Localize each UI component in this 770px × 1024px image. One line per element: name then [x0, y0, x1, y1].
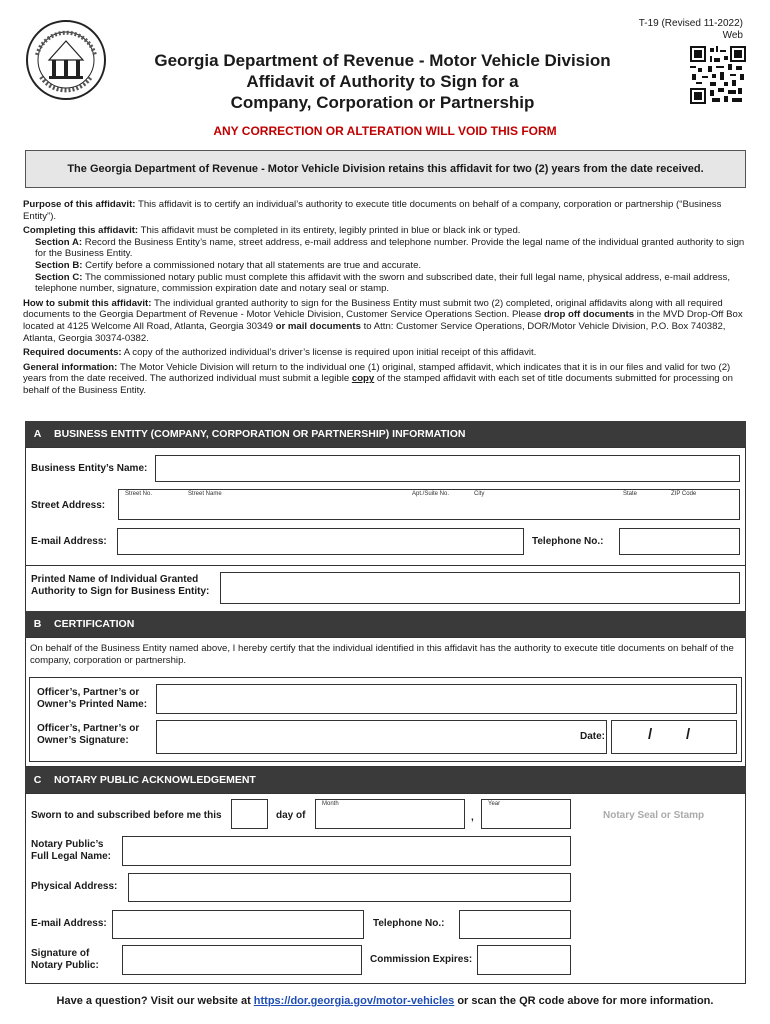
how-to-submit-paragraph — [23, 298, 745, 344]
general-info-paragraph — [23, 362, 745, 397]
void-warning: ANY CORRECTION OR ALTERATION WILL VOID THIS FORM — [213, 124, 557, 138]
instructions — [23, 199, 745, 400]
officer-signature-label-2: Owner’s Signature: — [37, 735, 129, 746]
entity-name-field[interactable] — [155, 455, 740, 482]
date-field[interactable] — [611, 720, 737, 754]
street-no-caption: Street No. — [125, 491, 153, 497]
notary-address-label: Physical Address: — [31, 881, 118, 892]
section-b-instruction — [23, 260, 745, 272]
officer-printed-name-field[interactable] — [156, 684, 737, 714]
officer-printed-label — [37, 687, 147, 711]
notary-name-label — [31, 839, 111, 863]
notary-name-field[interactable] — [122, 836, 571, 866]
title-line-3: Company, Corporation or Partnership — [230, 93, 535, 112]
section-letter: B — [33, 618, 42, 630]
form-title — [100, 50, 665, 113]
form-version: Web — [722, 30, 743, 41]
notary-email-label: E-mail Address: — [31, 918, 107, 929]
notary-signature-field[interactable] — [122, 945, 362, 975]
notary-signature-label-1: Signature of — [31, 948, 90, 959]
officer-signature-label-1: Officer’s, Partner’s or — [37, 723, 140, 734]
section-a-instruction — [23, 237, 745, 260]
notary-phone-label: Telephone No.: — [373, 918, 445, 929]
section-c-instruction — [23, 272, 745, 295]
city-caption: City — [474, 491, 485, 497]
notary-seal-area: Notary Seal or Stamp — [603, 810, 705, 821]
retention-notice: The Georgia Department of Revenue - Motor Vehicle Division retains this affidavit for two (2) years from the date received. — [25, 150, 746, 188]
authorized-name-label-1: Printed Name of Individual Granted — [31, 574, 199, 585]
commission-expires-field[interactable] — [477, 945, 571, 975]
qr-code-icon — [690, 46, 746, 104]
purpose-paragraph — [23, 199, 745, 222]
general-text-2: of the stamped affidavit with each set of title documents submitted for processing on behalf of the Business Entity. — [23, 373, 733, 396]
title-line-1: Georgia Department of Revenue - Motor Vehicle Division — [154, 51, 611, 70]
sworn-label: Sworn to and subscribed before me this — [31, 810, 222, 821]
section-b-header — [25, 611, 746, 637]
comma: , — [471, 812, 474, 823]
street-address-label: Street Address: — [31, 500, 106, 511]
how-text-1: The individual granted authority to sign for the Business Entity must submit two (2) completed, original affidavits along with all required documents to the Georgia Department of Revenue - Motor Vehicle Division, Customer Service Operations Section. Please — [23, 297, 723, 321]
drop-off-emphasis: drop off documents — [543, 309, 635, 321]
required-label: Required documents: — [23, 347, 122, 359]
website-link[interactable]: https://dor.georgia.gov/motor-vehicles — [253, 995, 455, 1007]
completing-paragraph — [23, 225, 745, 237]
section-a-text: Record the Business Entity’s name, street address, e-mail address and telephone number. Provide the legal name of the individual granted authority to sign for the Business Entity. — [35, 236, 745, 260]
entity-email-field[interactable] — [117, 528, 524, 555]
title-line-2: Affidavit of Authority to Sign for a — [246, 72, 519, 91]
section-title: BUSINESS ENTITY (COMPANY, CORPORATION OR PARTNERSHIP) INFORMATION — [54, 428, 466, 440]
entity-phone-field[interactable] — [619, 528, 740, 555]
apt-caption: Apt./Suite No. — [412, 491, 450, 497]
footer-prefix: Have a question? Visit our website at — [56, 995, 254, 1007]
notary-email-field[interactable] — [112, 910, 364, 939]
georgia-seal-logo — [25, 15, 107, 105]
section-c-header — [25, 767, 746, 793]
authorized-name-label — [31, 574, 209, 598]
officer-signature-label — [37, 723, 139, 747]
copy-emphasis: copy — [351, 373, 375, 385]
notary-signature-label — [31, 948, 99, 972]
mail-emphasis: or mail documents — [275, 320, 361, 332]
footer-help — [0, 995, 770, 1007]
purpose-label: Purpose of this affidavit: — [23, 199, 136, 210]
purpose-text: This affidavit is to certify an individual’s authority to execute title documents on behalf of a company, corporation or partnership (“Business Entity”). — [23, 199, 722, 222]
section-c-text: The commissioned notary public must complete this affidavit with the sworn and subscribed date, their full legal name, physical address, e-mail address, telephone number, signature, commission expiration date and notary seal or stamp. — [35, 271, 730, 295]
commission-expires-label: Commission Expires: — [370, 954, 473, 965]
notary-name-label-1: Notary Public’s — [31, 839, 104, 850]
notary-name-label-2: Full Legal Name: — [31, 851, 112, 862]
officer-signature-field[interactable] — [156, 720, 607, 754]
zip-caption: ZIP Code — [671, 491, 697, 497]
date-separator: / — [686, 726, 691, 743]
general-label: General information: — [23, 361, 118, 373]
form-number: T-19 (Revised 11-2022) — [638, 18, 743, 29]
required-text: A copy of the authorized individual’s driver’s license is required upon initial receipt of this affidavit. — [121, 347, 537, 359]
section-b-label: Section B: — [35, 259, 83, 271]
notary-phone-field[interactable] — [459, 910, 571, 939]
street-name-caption: Street Name — [188, 491, 222, 497]
day-of-label: day of — [276, 810, 306, 821]
entity-phone-label: Telephone No.: — [532, 536, 604, 547]
date-separator: / — [648, 726, 653, 743]
completing-text: This affidavit must be completed in its entirety, legibly printed in blue or black ink or typed. — [138, 225, 521, 237]
officer-printed-label-1: Officer’s, Partner’s or — [37, 687, 140, 698]
form-id — [639, 18, 743, 42]
certification-statement: On behalf of the Business Entity named above, I hereby certify that the individual identified in this affidavit has the authority to execute title documents on behalf of the company, corporation or partnership. — [30, 643, 734, 666]
section-letter: C — [33, 774, 42, 786]
section-title: NOTARY PUBLIC ACKNOWLEDGEMENT — [54, 774, 256, 786]
state-caption: State — [623, 491, 638, 497]
footer-suffix: or scan the QR code above for more information. — [454, 995, 714, 1007]
authorized-name-field[interactable] — [220, 572, 740, 604]
month-caption: Month — [322, 801, 339, 807]
entity-name-label: Business Entity’s Name: — [31, 463, 148, 474]
sworn-day-field[interactable] — [231, 799, 268, 829]
how-label: How to submit this affidavit: — [23, 297, 152, 309]
notary-signature-label-2: Notary Public: — [31, 960, 99, 971]
section-c-label: Section C: — [35, 271, 83, 283]
completing-label: Completing this affidavit: — [23, 225, 139, 237]
how-text-2: in the MVD Drop-Off Box located at 4125 Welcome All Road, Atlanta, Georgia 30349 — [23, 309, 743, 332]
how-text-3: to Attn: Customer Service Operations, DOR/Motor Vehicle Division, P.O. Box 740382, Atlanta, Georgia 30374-0382. — [23, 320, 726, 344]
general-text-1: The Motor Vehicle Division will return to the individual one (1) original, stamped affidavit, which indicates that it is in our files and valid for two (2) years from the date received. The authorized individual must submit a legible — [23, 361, 731, 385]
entity-email-label: E-mail Address: — [31, 536, 107, 547]
section-b-text: Certify before a commissioned notary that all statements are true and accurate. — [82, 259, 422, 271]
section-title: CERTIFICATION — [54, 618, 135, 630]
date-label: Date: — [580, 731, 606, 742]
section-a-header — [25, 421, 746, 447]
section-a-label: Section A: — [35, 236, 83, 248]
section-letter: A — [33, 428, 42, 440]
notary-address-field[interactable] — [128, 873, 571, 902]
year-caption: Year — [488, 801, 501, 807]
officer-printed-label-2: Owner’s Printed Name: — [37, 699, 148, 710]
required-docs-paragraph — [23, 347, 745, 359]
authorized-name-label-2: Authority to Sign for Business Entity: — [31, 586, 210, 597]
